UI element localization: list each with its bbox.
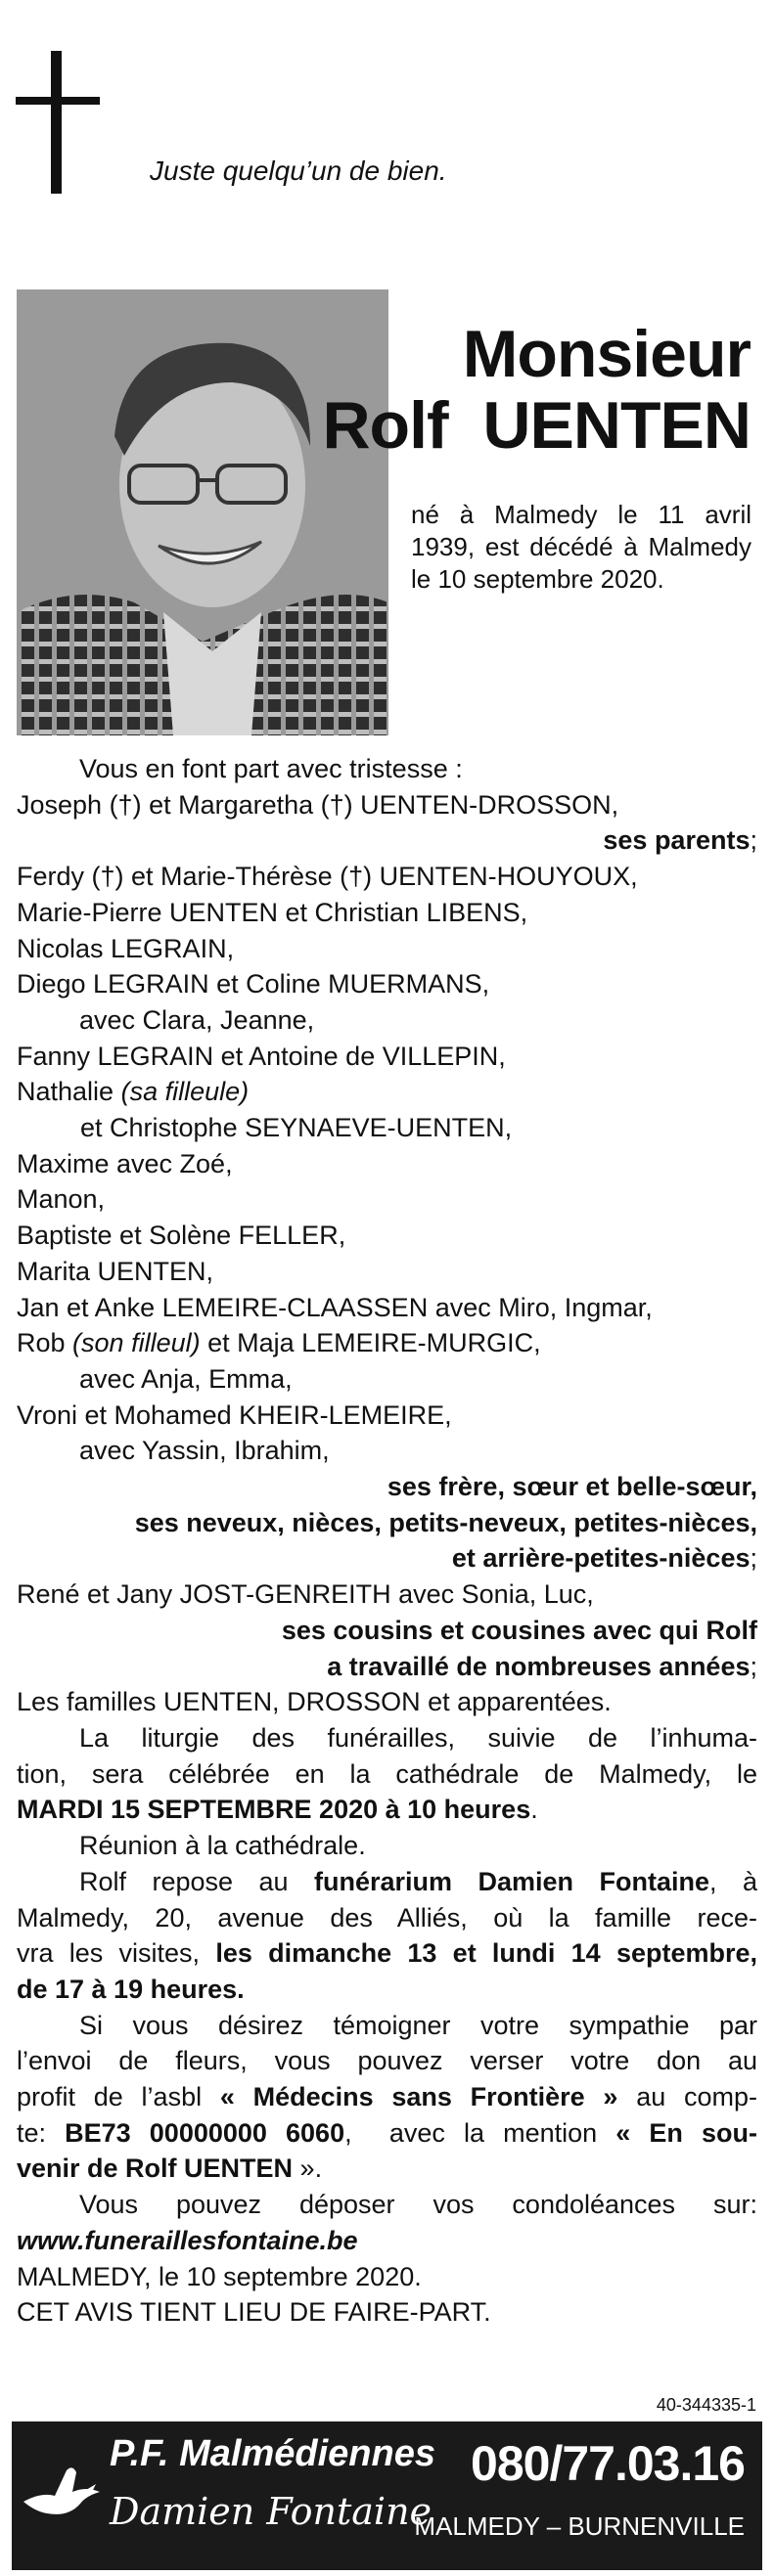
siblings-role-2: ses neveux, nièces, petits-neveux, petites-nièces, (134, 1507, 757, 1537)
siblings-role-1: ses frère, sœur et belle-sœur, (387, 1472, 757, 1502)
cross-icon (16, 51, 100, 194)
liturgy-line-1: La liturgie des funérailles, suivie de l’inhuma- (79, 1722, 757, 1753)
family-line-nathalie-partner: et Christophe SEYNAEVE-UENTEN, (80, 1113, 513, 1143)
place-date-line: MALMEDY, le 10 septembre 2020. (17, 2261, 422, 2291)
family-line: Jan et Anke LEMEIRE-CLAASSEN avec Miro, Ingmar, (17, 1292, 653, 1322)
deceased-title (322, 319, 751, 463)
family-line: Diego LEGRAIN et Coline MUERMANS, (17, 969, 490, 999)
family-line: Baptiste et Solène FELLER, (17, 1221, 346, 1251)
family-line: avec Clara, Jeanne, (79, 1004, 315, 1035)
family-line: Vroni et Mohamed KHEIR-LEMEIRE, (17, 1399, 452, 1430)
parents-role: ses parents; (603, 825, 757, 856)
family-list-3 (17, 1361, 757, 1469)
website-link[interactable]: www.funeraillesfontaine.be (17, 2225, 358, 2255)
cousins-role-1: ses cousins et cousines avec qui Rolf (281, 1615, 757, 1645)
cousins-line: René et Jany JOST-GENREITH avec Sonia, Luc, (17, 1579, 594, 1610)
meeting-line: Réunion à la cathédrale. (79, 1831, 366, 1861)
family-line: avec Anja, Emma, (79, 1363, 293, 1394)
dove-icon (22, 2463, 102, 2523)
notice-line: CET AVIS TIENT LIEU DE FAIRE-PART. (17, 2297, 491, 2328)
family-line-rob: Rob (son filleul) et Maja LEMEIRE-MURGIC, (17, 1328, 541, 1358)
account-line: te: BE73 00000000 6060, avec la mention « En sou- (17, 2117, 757, 2148)
parents-line: Joseph (†) et Margaretha (†) UENTEN-DROSSON, (17, 789, 619, 820)
sympathy-line-2: l’envoi de fleurs, vous pouvez verser votre don au (17, 2046, 757, 2076)
announcement-body (17, 751, 757, 2331)
family-list-1 (17, 859, 757, 1074)
brand-line-2: Damien Fontaine (110, 2490, 433, 2533)
repose-line: Rolf repose au funérarium Damien Fontaine, à (79, 1866, 758, 1896)
family-line: Fanny LEGRAIN et Antoine de VILLEPIN, (17, 1041, 506, 1071)
locations: MALMEDY – BURNENVILLE (414, 2511, 745, 2541)
birth-death-text: né à Malmedy le 11 avril 1939, est décédé à Malmedy le 10 septembre 2020. (411, 500, 751, 594)
siblings-role-3: et arrière-petites-nièces; (451, 1543, 757, 1574)
asbl-line: profit de l’asbl « Médecins sans Frontière » au comp- (17, 2082, 757, 2112)
civility: Monsieur (462, 317, 751, 391)
epigraph: Juste quelqu’un de bien. (150, 155, 447, 186)
funeral-home-banner (12, 2421, 762, 2570)
family-line: Manon, (17, 1184, 106, 1215)
reference-number: 40-344335-1 (656, 2395, 756, 2415)
family-line-nathalie: Nathalie (sa filleule) (17, 1077, 250, 1107)
deceased-name: Rolf UENTEN (322, 388, 751, 464)
family-line: Nicolas LEGRAIN, (17, 933, 235, 963)
address-line: Malmedy, 20, avenue des Alliés, où la famille rece- (17, 1902, 757, 1932)
cousins-role-2: a travaillé de nombreuses années; (327, 1651, 757, 1681)
intro-line: Vous en font part avec tristesse : (79, 754, 463, 783)
family-line: Marie-Pierre UENTEN et Christian LIBENS, (17, 897, 528, 927)
liturgy-line-2: tion, sera célébrée en la cathédrale de Malmedy, le (17, 1758, 757, 1789)
visits-hours: de 17 à 19 heures. (17, 1974, 245, 2004)
family-line: Maxime avec Zoé, (17, 1148, 233, 1178)
visits-line: vra les visites, les dimanche 13 et lundi 14 septembre, (17, 1938, 758, 1969)
family-line: Ferdy (†) et Marie-Thérèse (†) UENTEN-HOUYOUX, (17, 862, 638, 892)
family-line: avec Yassin, Ibrahim, (79, 1436, 330, 1466)
mention-line: venir de Rolf UENTEN ». (17, 2154, 323, 2184)
family-list-2 (17, 1146, 757, 1326)
families-line: Les familles UENTEN, DROSSON et apparentées. (17, 1687, 612, 1717)
family-line: Marita UENTEN, (17, 1256, 214, 1286)
sympathy-line-1: Si vous désirez témoigner votre sympathie par (79, 2010, 757, 2040)
phone-number[interactable]: 080/77.03.16 (471, 2436, 745, 2491)
brand-line-1: P.F. Malmédiennes (110, 2433, 435, 2474)
liturgy-date: MARDI 15 SEPTEMBRE 2020 à 10 heures. (17, 1795, 538, 1825)
condolences-line: Vous pouvez déposer vos condoléances sur: (79, 2190, 757, 2220)
